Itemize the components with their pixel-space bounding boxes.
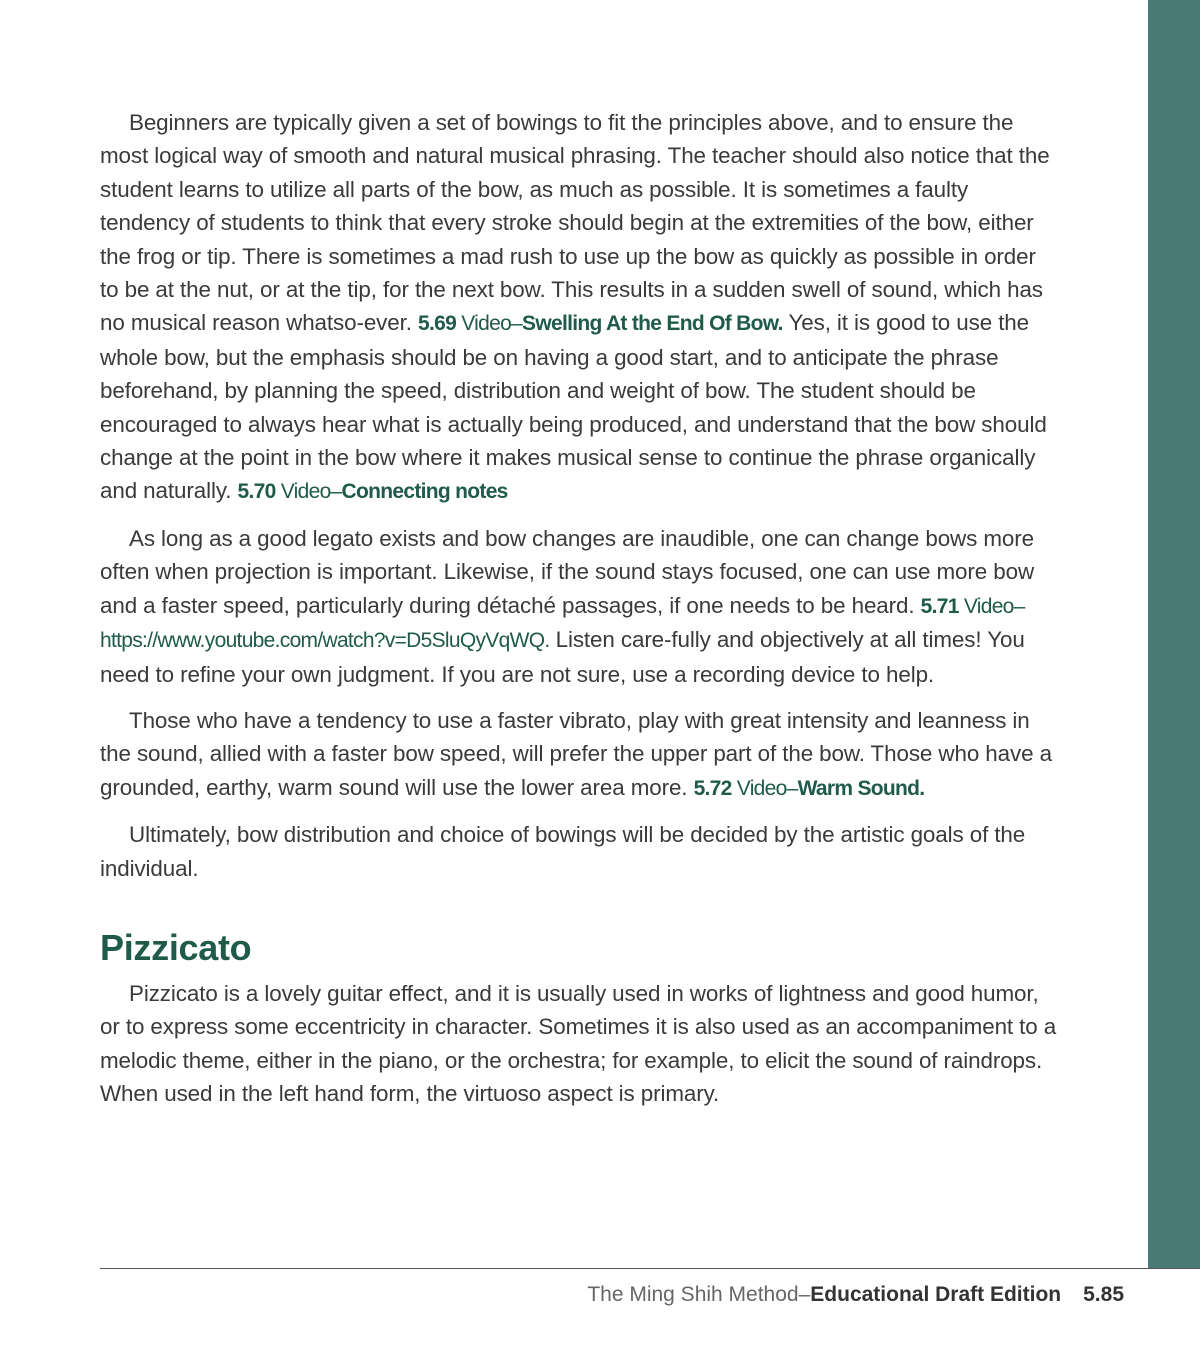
video-ref-label: Video–: [736, 776, 798, 800]
paragraph-text: Listen care-fully and objectively at all times! You need to refine your own judgment. If you are not sure, use a recording device to help.: [100, 627, 1025, 687]
paragraph-pizzicato: Pizzicato is a lovely guitar effect, and it is usually used in works of lightness and good humor, or to express some eccentricity in character. Sometimes it is also used as an accompaniment to a melodic theme, either in the piano, or the orchestra; for example, to elicit the sound of raindrops. When used in the left hand form, the virtuoso aspect is primary.: [100, 980, 1057, 1107]
paragraph-conclusion: Ultimately, bow distribution and choice of bowings will be decided by the artistic goals of the individual.: [100, 822, 1026, 881]
video-ref-number: 5.71: [920, 594, 959, 618]
video-ref-number: 5.72: [693, 776, 732, 800]
page-footer: [587, 1283, 1124, 1307]
paragraph-vibrato: [100, 704, 1060, 805]
paragraph-text: Beginners are typically given a set of bowings to fit the principles above, and to ensure the most logical way of smooth and natural musical phrasing. The teacher should also notice that the student learns to utilize all parts of the bow, as much as possible. It is sometimes a faulty tendency of students to think that every stroke should begin at the extremities of the bow, either the frog or tip. There is sometimes a mad rush to use up the bow as quickly as possible in order to be at the nut, or at the tip, for the next bow. This results in a sudden swell of sound, which has no musical reason whatso-ever.: [100, 110, 1050, 336]
video-ref-url: Video–https://www.youtube.com/watch?v=D5SluQyVqWQ.: [100, 594, 1025, 653]
video-ref-title: Warm Sound.: [797, 776, 925, 800]
section-heading-pizzicato: Pizzicato: [100, 926, 252, 968]
page-number: 5.85: [1083, 1283, 1124, 1306]
video-ref-label: Video–: [461, 312, 523, 336]
video-link-5-70[interactable]: [238, 480, 508, 503]
paragraph-text: Those who have a tendency to use a faster vibrato, play with great intensity and leanness in the sound, allied with a faster bow speed, will prefer the upper part of the bow. Those who have a grounded, earthy, warm sound will use the lower area more.: [100, 707, 1052, 800]
footer-divider: [100, 1268, 1200, 1269]
video-ref-title: Swelling At the End Of Bow.: [522, 312, 783, 336]
video-ref-title: Connecting notes: [341, 480, 508, 504]
footer-book-title: The Ming Shih Method–: [587, 1283, 811, 1306]
video-ref-label: Video–: [280, 480, 342, 504]
video-link-5-72[interactable]: [694, 777, 925, 800]
paragraph-text: Yes, it is good to use the whole bow, but the emphasis should be on having a good start, and to anticipate the phrase beforehand, by planning the speed, distribution and weight of bow. The student should be encouraged to always hear what is actually being produced, and understand that the bow should change at the point in the bow where it makes musical sense to continue the phrase organically and naturally.: [100, 310, 1047, 504]
video-link-5-69[interactable]: [418, 312, 783, 335]
paragraph-legato: [100, 522, 1060, 691]
footer-edition: Educational Draft Edition: [810, 1283, 1062, 1306]
paragraph-bowings: [100, 106, 1060, 509]
paragraph-text: As long as a good legato exists and bow changes are inaudible, one can change bows more often when projection is important. Likewise, if the sound stays focused, one can use more bow and a faster speed, particularly during détaché passages, if one needs to be heard.: [100, 525, 1035, 618]
video-ref-number: 5.69: [418, 312, 457, 336]
video-ref-number: 5.70: [237, 480, 276, 504]
page-content: [100, 106, 1060, 1124]
page-edge-color-bar: [1148, 0, 1200, 1268]
